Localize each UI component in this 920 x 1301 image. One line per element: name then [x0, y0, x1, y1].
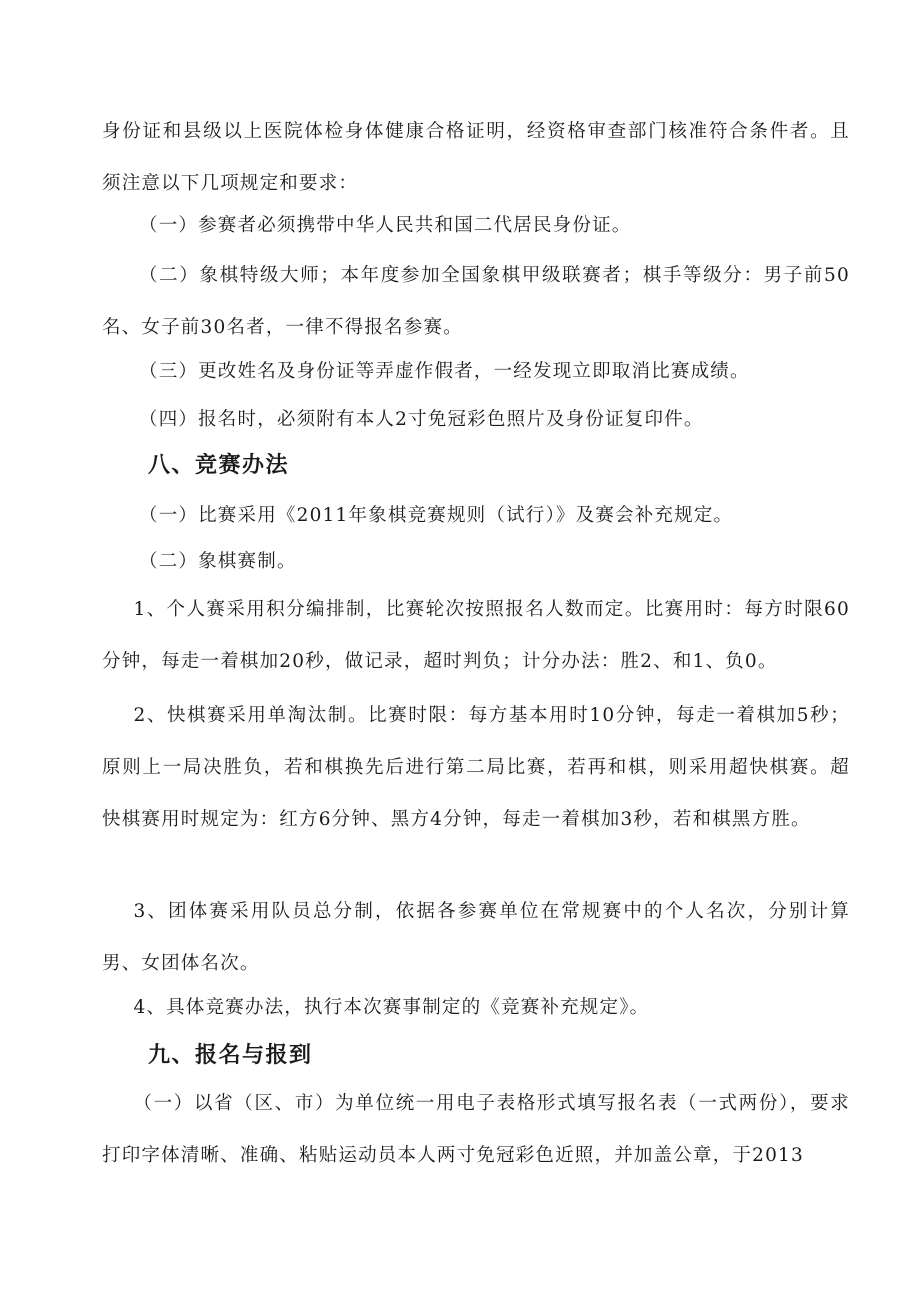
- paragraph-rapid-event: 2、快棋赛采用单淘汰制。比赛时限：每方基本用时10分钟，每走一着棋加5秒；原则上一局决胜负，若和棋换先后进行第二局比赛，若再和棋，则采用超快棋赛。超快棋赛用时规定为：红方6分钟、黑方4分钟，每走一着棋加3秒，若和棋黑方胜。: [102, 705, 850, 830]
- paragraph-eligibility-intro: 身份证和县级以上医院体检身体健康合格证明，经资格审查部门核准符合条件者。且须注意以下几项规定和要求：: [102, 121, 850, 194]
- paragraph-rule-3: （三）更改姓名及身份证等弄虚作假者，一经发现立即取消比赛成绩。: [139, 361, 750, 382]
- paragraph-supplementary-rules: 4、具体竞赛办法，执行本次赛事制定的《竞赛补充规定》。: [133, 997, 650, 1018]
- paragraph-individual-event: 1、个人赛采用积分编排制，比赛轮次按照报名人数而定。比赛用时：每方时限60分钟，每走一着棋加20秒，做记录，超时判负；计分办法：胜2、和1、负0。: [102, 599, 850, 672]
- paragraph-rule-1: （一）参赛者必须携带中华人民共和国二代居民身份证。: [139, 215, 632, 236]
- paragraph-method-1: （一）比赛采用《2011年象棋竞赛规则（试行）》及赛会补充规定。: [139, 505, 734, 526]
- section-heading-registration: 九、报名与报到: [148, 1043, 313, 1068]
- paragraph-team-event: 3、团体赛采用队员总分制，依据各参赛单位在常规赛中的个人名次，分别计算男、女团体名次。: [102, 901, 850, 974]
- paragraph-rule-4: （四）报名时，必须附有本人2寸免冠彩色照片及身份证复印件。: [139, 409, 704, 430]
- section-heading-competition-method: 八、竞赛办法: [148, 453, 290, 478]
- paragraph-registration-1: （一）以省（区、市）为单位统一用电子表格形式填写报名表（一式两份），要求打印字体清晰、准确、粘贴运动员本人两寸免冠彩色近照，并加盖公章，于2013: [102, 1093, 850, 1166]
- paragraph-rule-2: （二）象棋特级大师；本年度参加全国象棋甲级联赛者；棋手等级分：男子前50名、女子前30名者，一律不得报名参赛。: [102, 265, 850, 338]
- paragraph-method-2: （二）象棋赛制。: [139, 551, 297, 572]
